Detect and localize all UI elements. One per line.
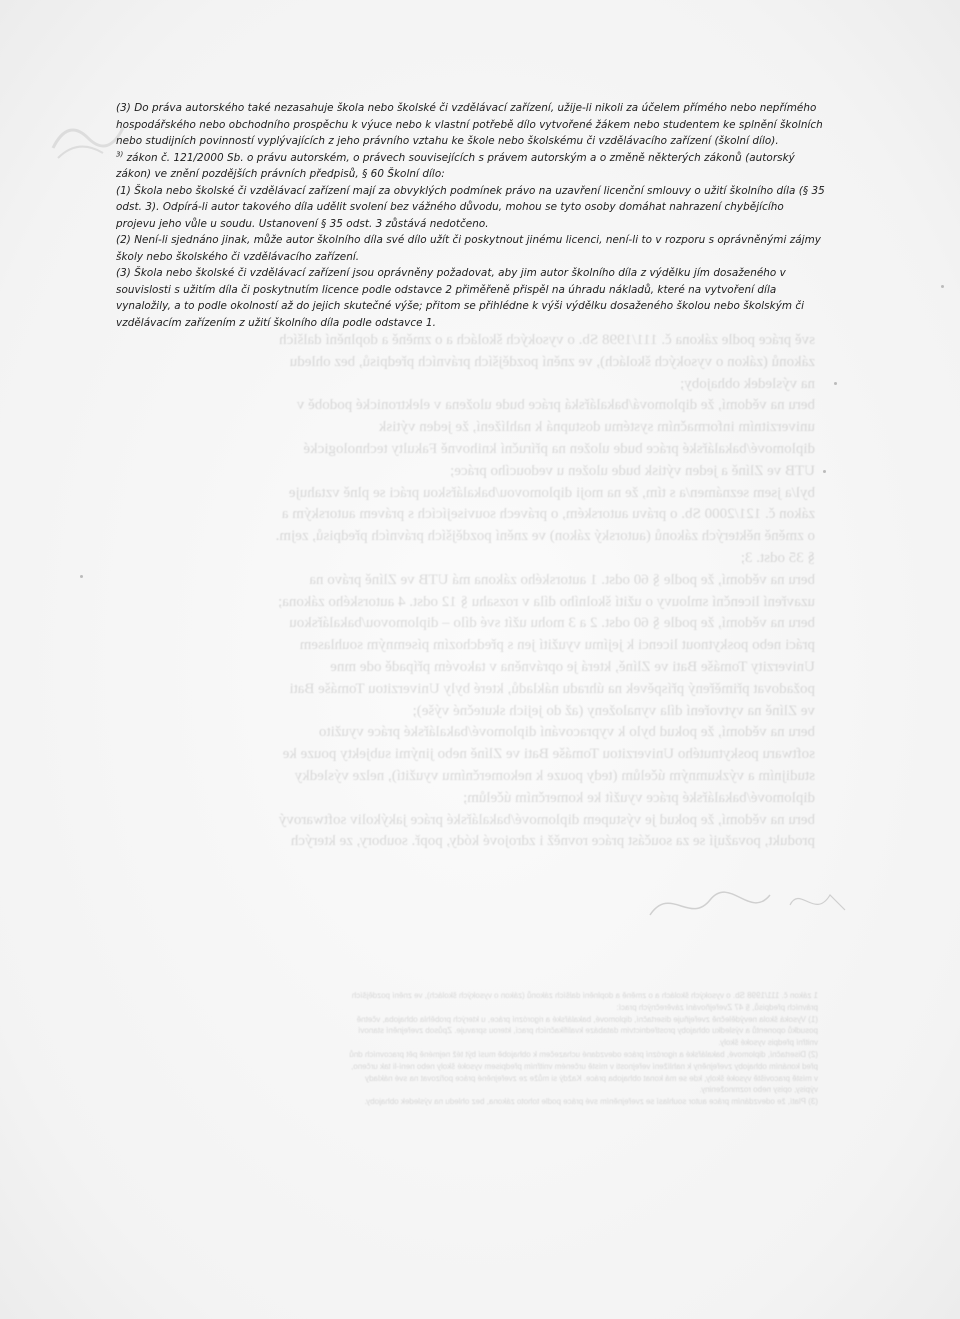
speck [834,382,837,385]
bleed-signature [640,875,860,935]
law-reference [116,150,826,183]
paragraph-60-2: (2) Není-li sjednáno jinak, může autor školního díla své dílo užít či poskytnout jinému licenci, není-li to v rozporu s oprávněnými zájmy školy nebo školského či vzdělávacího zařízení. [116,234,821,263]
speck [80,575,83,578]
footnote-marker: 3) [116,150,124,159]
law-reference-text: zákon č. 121/2000 Sb. o právu autorském, o právech souvisejících s právem autorským a o změně některých zákonů (autorský zákon) ve znění pozdějších právních předpisů, § 60 Školní dílo: [116,151,795,180]
legal-text [116,100,826,331]
paragraph-school-work-3: (3) Do práva autorského také nezasahuje škola nebo školské či vzdělávací zařízení, užije-li nikoli za účelem přímého nebo nepřímého hospodářského nebo obchodního prospěchu k výuce nebo k vlastní potřebě dílo vytvořené žákem nebo studentem ke splnění školních nebo studijních povinností vyplývajících z jeho právního vztahu ke škole nebo školskému či vzdělávacího zařízení (školní dílo). [116,102,823,147]
bleed-through-text: svě práce podle zákona č. 111/1998 Sb. o vysokých školách a o změně a doplnění dalších zákonů (zákon o vysokých školách), ve znění pozdějších právních předpisů, bez ohledu na výsledek obhajoby; beru na vědomí, že diplomová/bakalářská práce bude uložena v elektronické podobě v univerzitním informačním systému dostupná k nahlížení, že jeden výtisk diplomové/bakalářské práce bude uložen na příruční knihovně Fakulty technologické UTB ve Zlíně a jeden výtisk bude uložen u vedoucího práce; byl/a jsem seznámen/a s tím, že na moji diplomovou/bakalářskou práci se plně vztahuje zákon č. 121/2000 Sb. o právu autorském, o právech souvisejících s právem autorským a o změně některých zákonů (autorský zákon) ve znění pozdějších právních předpisů, zejm. § 35 odst. 3; beru na vědomí, že podle § 60 odst. 1 autorského zákona má UTB ve Zlíně právo na uzavření licenční smlouvy o užití školního díla v rozsahu § 12 odst. 4 autorského zákona; beru na vědomí, že podle § 60 odst. 2 a 3 mohu užít své dílo – diplomovou/bakalářskou práci nebo poskytnout licenci k jejímu využití jen s předchozím písemným souhlasem Univerzity Tomáše Bati ve Zlíně, která je oprávněna v takovém případě ode mne požadovat přiměřený příspěvek na úhradu nákladů, které byly Univerzitou Tomáše Bati ve Zlíně na vytvoření díla vynaloženy (až do jejich skutečné výše); beru na vědomí, že pokud bylo k vypracování diplomové/bakalářské práce využito softwaru poskytnutého Univerzitou Tomáše Bati ve Zlíně nebo jinými subjekty pouze ke studijním a výzkumným účelům (tedy pouze k nekomerčnímu využití), nelze výsledky diplomové/bakalářské práce využít ke komerčním účelům; beru na vědomí, že pokud je výstupem diplomové/bakalářské práce jakýkoliv softwarový produkt, považují se za součást práce rovněž i zdrojové kódy, popř. soubory, ze kterých [275,332,815,850]
speck [941,285,944,288]
bleed-through-footnotes: 1 zákon č. 111/1998 Sb. o vysokých školách a o změně a doplnění dalších zákonů (zákon o vysokých školách), ve znění pozdějších právních předpisů, § 47 Zveřejňování závěrečných prací: (1) Vysoká škola nevýdělečně zveřejňuje disertační, diplomové, bakalářské a rigorózní práce, u kterých proběhla obhajoba, včetně posudků oponentů a výsledku obhajoby prostřednictvím databáze kvalifikačních prací, kterou spravuje. Způsob zveřejnění stanoví vnitřní předpis vysoké školy. (2) Disertační, diplomové, bakalářské a rigorózní práce odevzdané uchazečem k obhajobě musí být též nejméně pět pracovních dnů před konáním obhajoby zveřejněny k nahlížení veřejnosti v místě určeném vnitřním předpisem vysoké školy nebo není-li tak určeno, v místě pracoviště vysoké školy, kde se má konat obhajoba práce. Každý si může ze zveřejněné práce pořizovat na své náklady výpisy, opisy nebo rozmnoženiny. (3) Platí, že odevzdáním práce autor souhlasí se zveřejněním své práce podle tohoto zákona, bez ohledu na výsledek obhajoby. [349,991,818,1107]
paragraph-60-3: (3) Škola nebo školské či vzdělávací zařízení jsou oprávněny požadovat, aby jim autor školního díla z výdělku jím dosaženého v souvislosti s užitím díla či poskytnutím licence podle odstavce 2 přiměřeně přispěl na úhradu nákladů, které na vytvoření díla vynaložily, a to podle okolností až do jejich skutečné výše; přitom se přihlédne k výši výdělku dosaženého školou nebo školským či vzdělávacím zařízením z užití školního díla podle odstavce 1. [116,267,805,329]
paragraph-60-1: (1) Škola nebo školské či vzdělávací zařízení mají za obvyklých podmínek právo na uzavření licenční smlouvy o užití školního díla (§ 35 odst. 3). Odpírá-li autor takového díla udělit svolení bez vážného důvodu, mohou se tyto osoby domáhat nahrazení chybějícího projevu jeho vůle u soudu. Ustanovení § 35 odst. 3 zůstává nedotčeno. [116,184,825,230]
speck [823,470,826,473]
